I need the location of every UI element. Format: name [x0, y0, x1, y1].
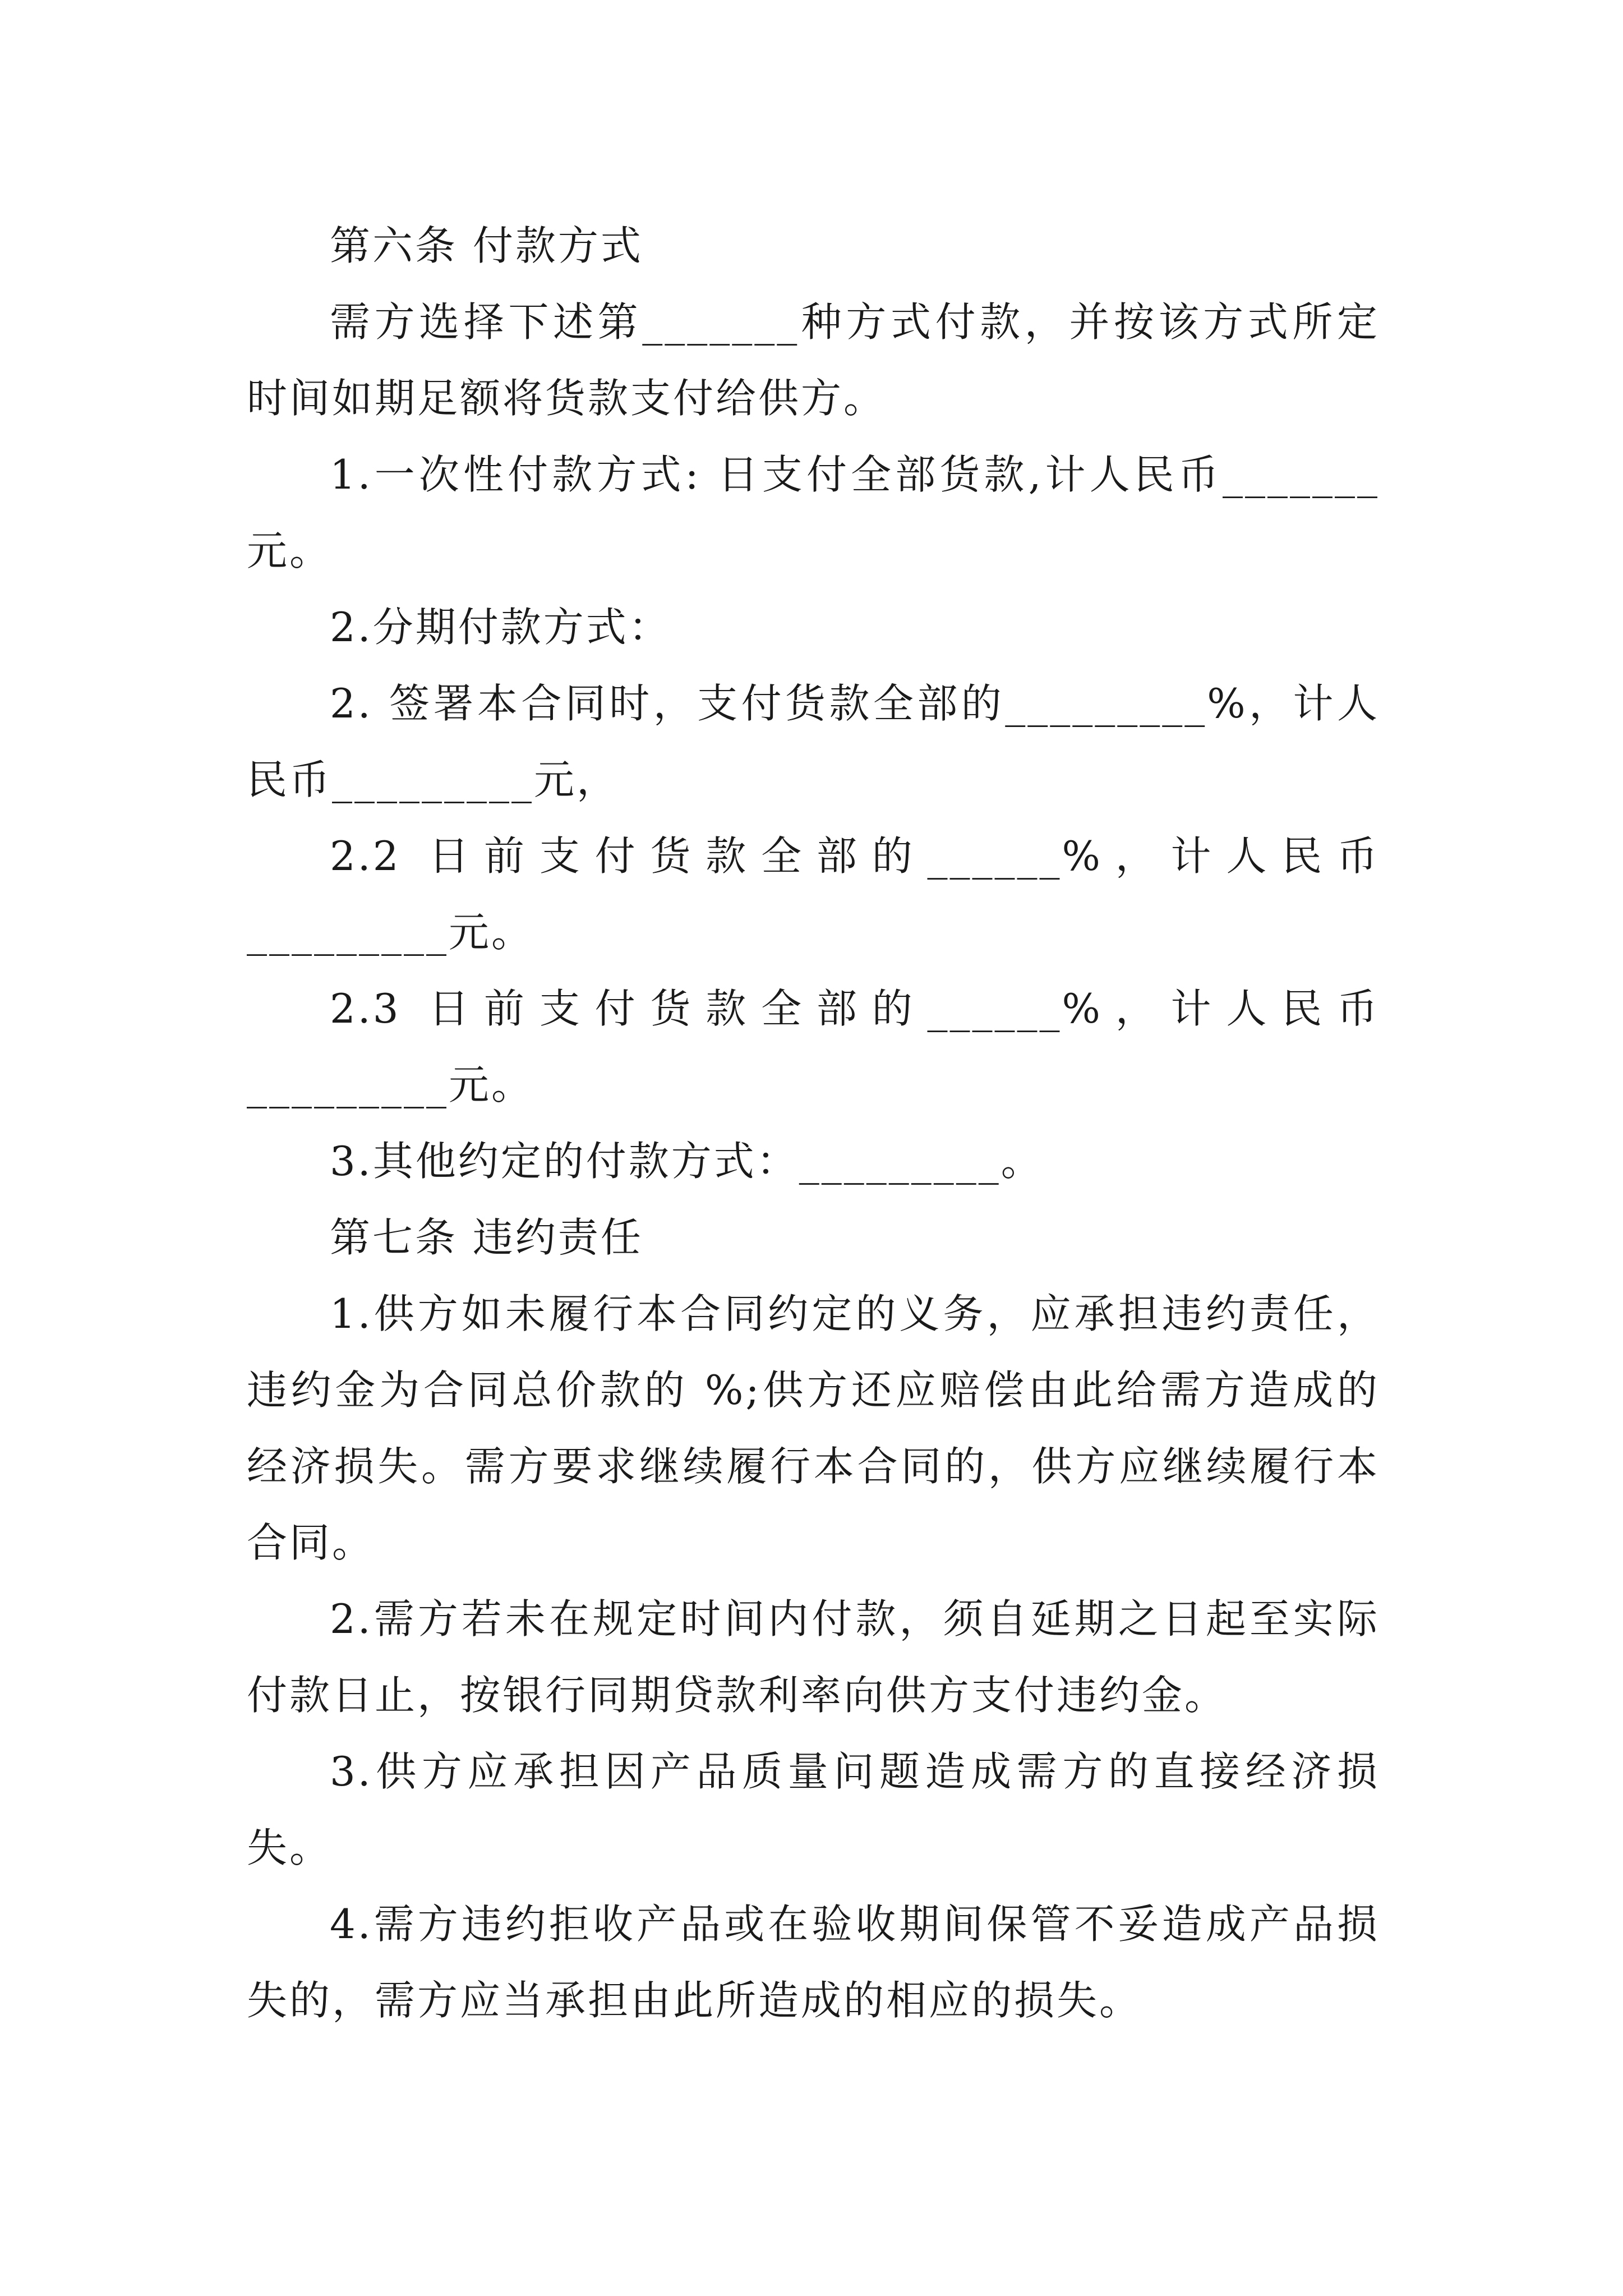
liability-clause-3: 3.供方应承担因产品质量问题造成需方的直接经济损失。	[247, 1748, 1380, 1871]
liability-clause-2: 2.需方若未在规定时间内付款，须自延期之日起至实际付款日止，按银行同期贷款利率向供方支付违约金。	[247, 1595, 1380, 1719]
payment-method-choice: 需方选择下述第_______种方式付款，并按该方式所定时间如期足额将货款支付给供方。	[247, 298, 1380, 422]
article-6-heading: 第六条 付款方式	[330, 222, 643, 269]
installment-on-signing: 2. 签署本合同时，支付货款全部的_________%，计人民币_________元，	[247, 680, 1380, 803]
installment-2-2: 2.2 日前支付货款全部的______%，计人民币_________元。	[247, 832, 1380, 956]
installment-2-3: 2.3 日前支付货款全部的______%，计人民币_________元。	[247, 985, 1380, 1108]
article-7-heading: 第七条 违约责任	[330, 1214, 643, 1261]
one-time-payment: 1.一次性付款方式: 日支付全部货款,计人民币_______元。	[247, 451, 1380, 574]
liability-clause-4: 4.需方违约拒收产品或在验收期间保管不妥造成产品损失的，需方应当承担由此所造成的相应的损失。	[247, 1901, 1380, 2024]
other-payment-method: 3.其他约定的付款方式：_________。	[330, 1138, 1044, 1185]
document-body	[247, 208, 1380, 2039]
installment-payment-heading: 2.分期付款方式：	[330, 604, 671, 651]
liability-clause-1: 1.供方如未履行本合同约定的义务，应承担违约责任，违约金为合同总价款的 %;供方还应赔偿由此给需方造成的经济损失。需方要求继续履行本合同的，供方应继续履行本合同。	[247, 1290, 1380, 1566]
